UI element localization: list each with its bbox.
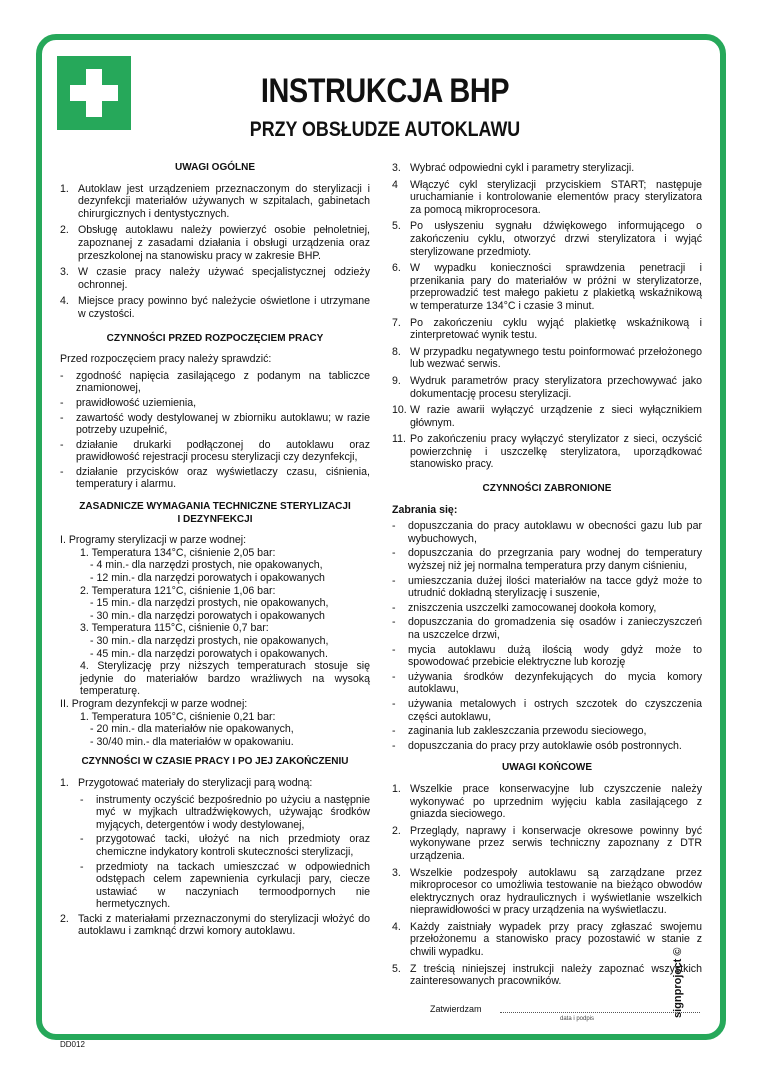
section-title-general: UWAGI OGÓLNE	[175, 162, 255, 173]
list-item: 1. Autoklaw jest urządzeniem przeznaczonym do sterylizacji i dezynfekcji materiałów używanych w szpitalach, gabinetach chirurgicznych i dentystycznych.	[60, 182, 370, 220]
list-item: 2. Tacki z materiałami przeznaczonymi do sterylizacji włożyć do autoklawu i zamknąć drzwi komory autoklawu.	[60, 912, 370, 938]
brand-label: signproject ©	[672, 947, 684, 1018]
list-item: - mycia autoklawu dużą ilością wody gdyż może to spowodować przebicie elektryczne lub korozję	[392, 643, 702, 669]
during-work-sublist	[60, 794, 370, 911]
left-column	[60, 162, 370, 942]
list-item: 4. Miejsce pracy powinno być należycie oświetlone i utrzymane w czystości.	[60, 295, 370, 320]
list-item: 4. Każdy zaistniały wypadek przy pracy zgłaszać swojemu przełożonemu a stanowisko pracy pozostawić w stanie z chwili wypadku.	[392, 920, 702, 959]
section-title-technical: ZASADNICZE WYMAGANIA TECHNICZNE STERYLIZACJI	[79, 501, 351, 513]
technical-line: 1. Temperatura 105°C, ciśnienie 0,21 bar:	[80, 710, 276, 723]
list-item: 11. Po zakończeniu pracy wyłączyć sterylizator z sieci, oczyścić powierzchnię i uszczelkę sterylizatora, uporządkować stanowisko pracy.	[392, 433, 702, 471]
section-title-during-work: CZYNNOŚCI W CZASIE PRACY I PO JEJ ZAKOŃCZENIU	[81, 756, 349, 768]
list-item: 2. Przeglądy, naprawy i konserwacje okresowe powinny być wykonywane przez serwis techniczny zapoznany z DTR urządzenia.	[392, 824, 702, 862]
list-item: - dopuszczania do pracy przy autoklawie osób postronnych.	[392, 739, 682, 752]
list-item: - umieszczania dużej ilości materiałów na tacce gdyż może to utrudnić dokładną sterylizację i suszenie,	[392, 574, 702, 600]
technical-line: 4. Sterylizację przy niższych temperaturach stosuje się jedynie do materiałów bardzo wrażliwych na wysoką temperaturę.	[80, 660, 370, 698]
section-title-before-work: CZYNNOŚCI PRZED ROZPOCZĘCIEM PRACY	[106, 332, 324, 344]
list-item: - działanie przycisków oraz wyświetlaczy czasu, ciśnienia, temperatury i alarmu.	[60, 465, 370, 491]
date-signature-caption: data i podpis	[560, 1016, 595, 1022]
technical-line: - 4 min.- dla narzędzi prostych, nie opakowanych,	[90, 559, 323, 572]
list-item: - instrumenty oczyścić bezpośrednio po użyciu a następnie myć w myjkach ultradźwiękowych, używając środków myjących, detergentów i wody destylowanej,	[80, 793, 370, 831]
list-item: - dopuszczania do pracy autoklawu w obecności gazu lub par wybuchowych,	[392, 520, 702, 545]
section-title-forbidden: CZYNNOŚCI ZABRONIONE	[482, 483, 612, 495]
list-item: 5. Z treścią niniejszej instrukcji należy zapoznać wszystkich zainteresowanych pracowników.	[392, 962, 702, 988]
list-item: 4 Włączyć cykl sterylizacji przyciskiem START; następuje uruchamianie i kontrolowanie elementów pracy sterylizatora za pomocą mikroprocesora.	[392, 178, 702, 216]
technical-line: - 30/40 min.- dla materiałów w opakowaniu.	[90, 735, 294, 748]
page-title: INSTRUKCJA BHP	[260, 72, 510, 110]
technical-line: - 15 min.- dla narzędzi prostych, nie opakowanych,	[90, 597, 329, 610]
section-title-technical-2: I DEZYNFEKCJI	[177, 513, 253, 525]
list-item: 1. Wszelkie prace konserwacyjne lub czyszczenie należy wykonywać po uprzednim wyjęciu kabla zasilającego z gniazda sieciowego.	[392, 782, 702, 821]
procedure-list	[392, 162, 702, 471]
general-list	[60, 183, 370, 321]
list-item: 3. W czasie pracy należy używać specjalistycznej odzieży ochronnej.	[60, 266, 370, 291]
technical-line: 3. Temperatura 115°C, ciśnienie 0,7 bar:	[80, 622, 269, 635]
technical-line: - 12 min.- dla narzędzi porowatych i opakowanych	[90, 572, 325, 585]
technical-line: - 30 min.- dla narzędzi prostych, nie opakowanych,	[90, 635, 329, 647]
before-work-list	[60, 370, 370, 491]
list-item: - dopuszczania do gromadzenia się osadów i zanieczyszczeń na uszczelce drzwi,	[392, 616, 702, 641]
list-item: 3. Wybrać odpowiedni cykl i parametry sterylizacji.	[392, 162, 635, 174]
technical-line: I. Programy sterylizacji w parze wodnej:	[60, 534, 247, 547]
list-item: - działanie drukarki podłączonej do autoklawu oraz prawidłowość rejestracji procesu sterylizacji czy dezynfekcji,	[60, 438, 370, 464]
first-aid-cross-icon	[57, 56, 131, 130]
list-item: - używania środków dezynfekujących do mycia komory autoklawu,	[392, 670, 702, 696]
list-item: - prawidłowość uziemienia,	[60, 396, 197, 409]
technical-line: - 20 min.- dla materiałów nie opakowanych,	[90, 723, 294, 736]
product-code: DD012	[60, 1040, 85, 1049]
list-item: 6. W wypadku konieczności sprawdzenia penetracji i przenikania pary do materiałów w próżni w sterylizatorze, przeprowadzić test małego pakietu z plakietką wskaźnikową w temperaturze 134°C i czasie 3 minut.	[392, 262, 702, 312]
list-item: 8. W przypadku negatywnego testu poinformować przełożonego lub wezwać serwis.	[392, 345, 702, 371]
page-subtitle: PRZY OBSŁUDZE AUTOKLAWU	[249, 118, 521, 141]
technical-line: - 45 min.- dla narzędzi porowatych i opakowanych.	[90, 647, 328, 660]
approve-label: Zatwierdzam	[430, 1004, 482, 1014]
section-title-final: UWAGI KOŃCOWE	[502, 762, 592, 774]
list-item: 9. Wydruk parametrów pracy sterylizatora przechowywać jako dokumentację procesu sterylizacji.	[392, 374, 702, 400]
technical-line: - 30 min.- dla narzędzi porowatych i opakowanych	[90, 609, 325, 622]
right-column	[392, 162, 702, 992]
forbidden-intro: Zabrania się:	[392, 503, 458, 516]
before-work-intro: Przed rozpoczęciem pracy należy sprawdzić:	[60, 353, 272, 366]
list-item: 2. Obsługę autoklawu należy powierzyć osobie pełnoletniej, zapoznanej z zasadami działania i obsługi urządzenia oraz przeszkolonej na stanowisku pracy w zakresie BHP.	[60, 224, 370, 262]
signature-line	[500, 1012, 700, 1013]
list-item: - zgodność napięcia zasilającego z podanym na tabliczce znamionowej,	[60, 369, 370, 395]
list-item: - zniszczenia uszczelki zamocowanej dookoła komory,	[392, 601, 657, 614]
list-item: - dopuszczania do przegrzania pary wodnej do temperatury wyższej niż jej normalna temperatura przy danym ciśnieniu,	[392, 547, 702, 573]
list-item: - zaginania lub zakleszczania przewodu sieciowego,	[392, 725, 647, 738]
technical-line: 1. Temperatura 134°C, ciśnienie 2,05 bar:	[80, 546, 276, 559]
approval-row	[430, 1004, 700, 1022]
list-item: 5. Po usłyszeniu sygnału dźwiękowego informującego o zakończeniu cyklu, otworzyć drzwi sterylizatora i wyjąć sterylizowane przedmioty.	[392, 220, 702, 258]
list-item: 1. Przygotować materiały do sterylizacji parą wodną:	[60, 776, 313, 789]
technical-line: 2. Temperatura 121°C, ciśnienie 1,06 bar:	[80, 584, 276, 597]
list-item: - używania metalowych i ostrych szczotek do czyszczenia części autoklawu,	[392, 697, 702, 723]
list-item: 7. Po zakończeniu cyklu wyjąć plakietkę wskaźnikową i zinterpretować wynik testu.	[392, 316, 702, 342]
list-item: - przedmioty na tackach umieszczać w odpowiednich odstępach celem zapewnienia cyrkulacji pary, ciecze ustawiać w naczyniach termoodpornych nie hermetycznych.	[80, 860, 370, 911]
final-remarks-list	[392, 783, 702, 988]
list-item: 10. W razie awarii wyłączyć urządzenie z sieci wyłącznikiem głównym.	[392, 404, 702, 429]
technical-line: II. Program dezynfekcji w parze wodnej:	[60, 697, 248, 710]
list-item: - przygotować tacki, ułożyć na nich przedmioty oraz chemiczne indykatory kontroli skuteczności sterylizacji,	[80, 833, 370, 858]
list-item: - zawartość wody destylowanej w zbiorniku autoklawu; w razie potrzeby uzupełnić,	[60, 411, 370, 437]
list-item: 3. Wszelkie podzespoły autoklawu są zarządzane przez mikroprocesor co umożliwia testowanie na bieżąco obwodów elektrycznych oraz hydraulicznych i wyświetlanie wszelkich nieprawidłowości w pracy urządzenia na wyświetlaczu.	[392, 866, 702, 917]
forbidden-list	[392, 520, 702, 752]
